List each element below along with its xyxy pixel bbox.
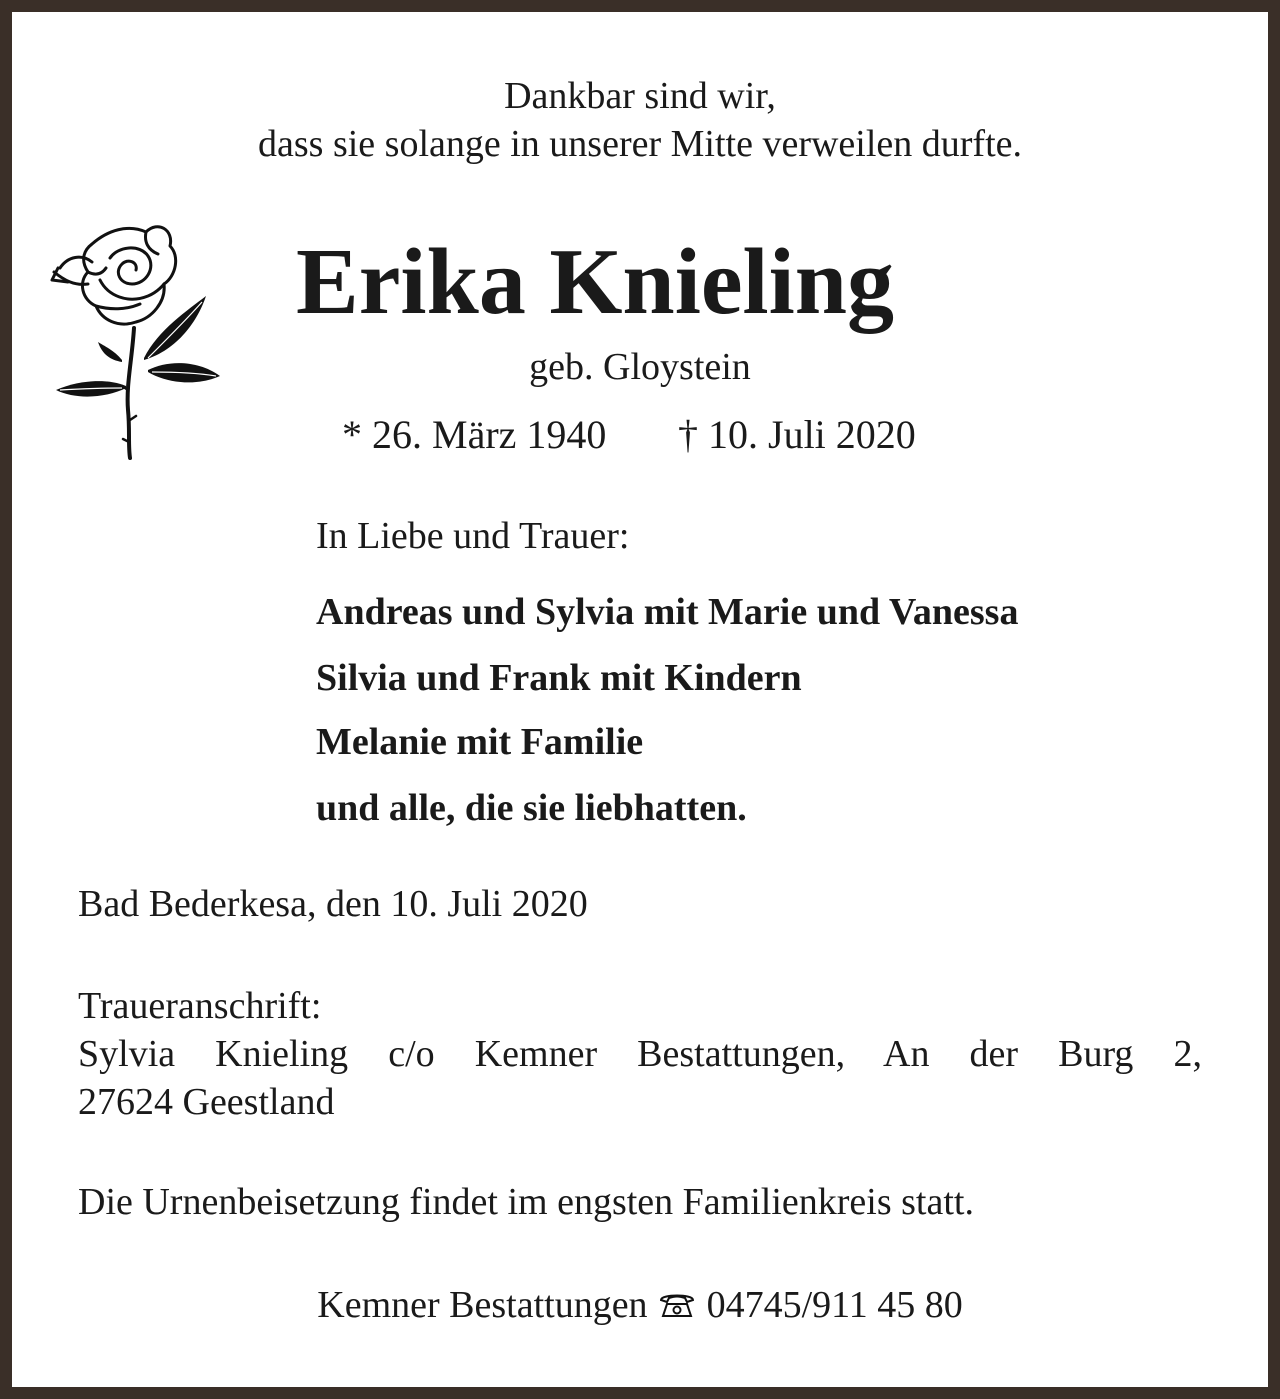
rose-icon [48, 210, 228, 465]
motto-line-1: Dankbar sind wir, [504, 75, 776, 117]
deceased-name: Erika Knieling [296, 230, 895, 334]
birth-name: geb. Gloystein [529, 346, 751, 388]
mourner-line: Melanie mit Familie [316, 721, 644, 763]
address-label: Traueranschrift: [78, 985, 322, 1027]
address-line-2: 27624 Geestland [78, 1081, 335, 1123]
mourner-line: Silvia und Frank mit Kindern [316, 657, 802, 699]
mourners-intro: In Liebe und Trauer: [316, 515, 630, 557]
motto-line-2: dass sie solange in unserer Mitte verweilen durfte. [258, 123, 1022, 165]
death-date: † 10. Juli 2020 [678, 412, 916, 457]
telephone-icon [657, 1286, 697, 1316]
place-date: Bad Bederkesa, den 10. Juli 2020 [78, 883, 588, 925]
burial-notice: Die Urnenbeisetzung findet im engsten Familienkreis statt. [78, 1181, 974, 1223]
mourner-line: Andreas und Sylvia mit Marie und Vanessa [316, 591, 1019, 633]
birth-date: * 26. März 1940 [342, 412, 607, 457]
funeral-home-name: Kemner Bestattungen [317, 1284, 648, 1326]
mourner-line: und alle, die sie liebhatten. [316, 787, 747, 829]
funeral-home-line [0, 1283, 1280, 1327]
funeral-home-phone: 04745/911 45 80 [706, 1284, 963, 1326]
address-line-1: Sylvia Knieling c/o Kemner Bestattungen, An der Burg 2, [78, 1033, 1202, 1075]
